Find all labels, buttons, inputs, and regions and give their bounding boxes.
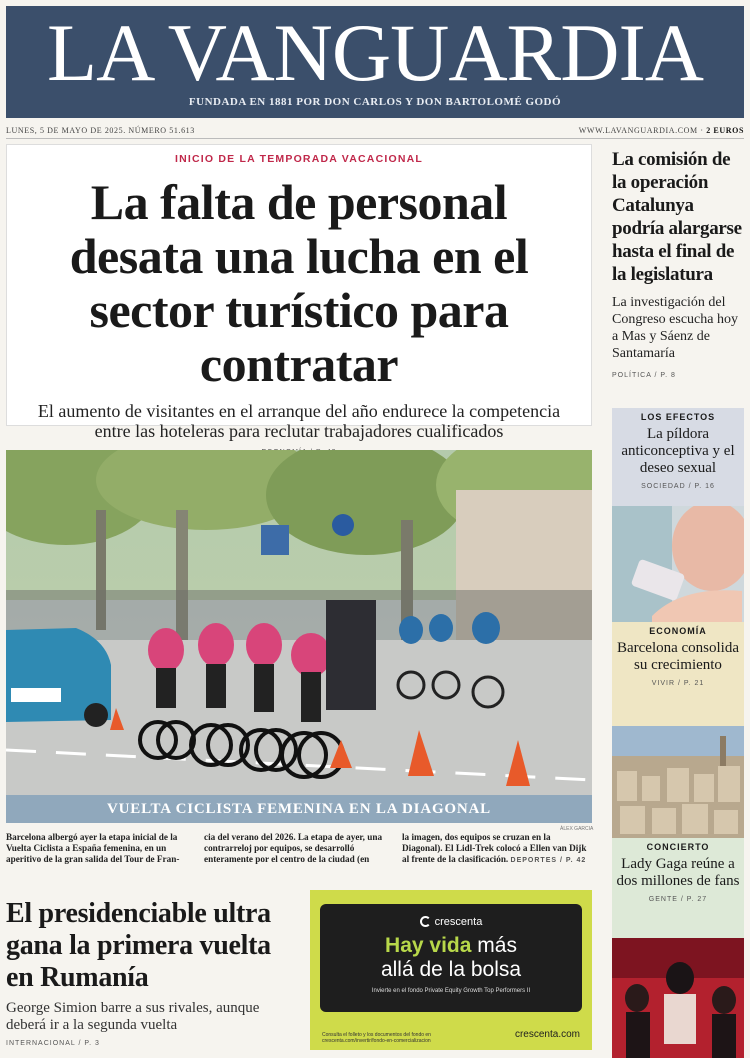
caption-col-3-text: la imagen, dos equipos se cruzan en la Diagonal). El Lidl-Trek colocó a Ellen van Dijk al frente de la clasificación. <box>402 832 587 864</box>
photo-credit: ÀLEX GARCIA <box>560 826 594 832</box>
rail-label: CONCIERTO <box>646 842 710 852</box>
rail-title[interactable]: La píldora anticonceptiva y el deseo sexual <box>621 426 735 476</box>
price: 2 EUROS <box>706 126 744 135</box>
rail-title[interactable]: Lady Gaga reúne a dos millones de fans <box>616 856 740 889</box>
ad-brand-name: crescenta <box>434 916 483 928</box>
lead-story[interactable] <box>6 144 592 441</box>
photo-caption-title: VUELTA CICLISTA FEMENINA EN LA DIAGONAL <box>6 795 592 823</box>
crescenta-logo-icon <box>420 916 431 927</box>
lady-gaga-photo <box>612 938 744 1058</box>
story2-body: George Simion barre a sus rivales, aunque deberá ir a la segunda vuelta <box>6 1000 260 1033</box>
lead-subhead: El aumento de visitantes en el arranque del año endurece la competencia entre las hoteleras para reclutar trabajadores cualificados <box>37 401 561 441</box>
rail-item-concierto[interactable] <box>612 838 744 938</box>
cycling-photo[interactable] <box>6 450 592 795</box>
lead-headline[interactable]: La falta de personal desata una lucha en el sector turístico para contratar <box>69 174 529 392</box>
story2-headline[interactable]: El presidenciable ultra gana la primera vuelta en Rumanía <box>6 898 271 993</box>
photo-caption <box>6 832 592 872</box>
ad-brand <box>320 916 582 928</box>
ad-small-text: Invierte en el fondo Private Equity Growth Top Performers II <box>371 988 531 994</box>
issue-date: LUNES, 5 DE MAYO DE 2025. NÚMERO 51.613 <box>6 126 195 135</box>
ad-headline-accent: Hay vida <box>385 934 472 957</box>
dateline <box>6 123 744 139</box>
caption-col-1: Barcelona albergó ayer la etapa inicial de la Vuelta Ciclista a España femenina, en un aperitivo de la gran salida del Tour de Fran- <box>6 832 180 864</box>
rail-section: SOCIEDAD / P. 16 <box>641 483 715 490</box>
website-price <box>579 126 744 135</box>
rail-label: LOS EFECTOS <box>640 412 716 422</box>
concert-photo-illustration <box>612 938 744 1058</box>
side-section: POLÍTICA / P. 8 <box>612 372 676 379</box>
masthead <box>6 6 744 118</box>
story2-section: INTERNACIONAL / P. 3 <box>6 1040 100 1047</box>
rail-item-efectos[interactable] <box>612 408 744 506</box>
rail-section: GENTE / P. 27 <box>648 896 708 903</box>
lead-kicker: INICIO DE LA TEMPORADA VACACIONAL <box>174 153 424 165</box>
ad-headline-rest2: allá de la bolsa <box>380 958 522 981</box>
caption-col-2: cia del verano del 2026. La etapa de ayer, una contrarreloj por equipos, se desarrolló enteramente por el centro de la ciudad (en <box>204 832 383 864</box>
story-rumania[interactable] <box>6 898 296 1058</box>
ad-headline-rest1: más <box>471 934 517 957</box>
ad-headline <box>320 934 582 982</box>
caption-col-3 <box>402 832 592 866</box>
caption-section: DEPORTES / P. 42 <box>510 857 587 864</box>
newspaper-logo[interactable]: LA VANGUARDIA <box>47 7 703 98</box>
side-headline[interactable]: La comisión de la operación Catalunya podría alargarse hasta el final de la legislatura <box>612 149 742 285</box>
city-photo-illustration <box>612 726 744 838</box>
founded-line: FUNDADA EN 1881 POR DON CARLOS Y DON BARTOLOMÉ GODÓ <box>188 96 562 108</box>
ad-panel <box>320 904 582 1012</box>
rail-section: VIVIR / P. 21 <box>651 680 705 687</box>
rail-item-economia[interactable] <box>612 622 744 726</box>
rail-title[interactable]: Barcelona consolida su crecimiento <box>616 640 740 673</box>
crescenta-advertisement[interactable] <box>310 890 592 1050</box>
ad-footnote: Consulta el folleto y los documentos del fondo en crescenta.com/invertir/fondo-en-comercializacion <box>322 1032 431 1044</box>
website-link[interactable]: WWW.LAVANGUARDIA.COM · <box>578 126 704 135</box>
side-body: La investigación del Congreso escucha hoy a Mas y Sáenz de Santamaría <box>612 295 738 361</box>
rail-label: ECONOMÍA <box>649 626 707 636</box>
cycling-photo-illustration <box>6 450 592 795</box>
barcelona-photo <box>612 726 744 838</box>
pill-photo-illustration <box>612 506 744 622</box>
ad-url[interactable]: crescenta.com <box>514 1029 580 1040</box>
pill-photo <box>612 506 744 622</box>
side-story-politica[interactable] <box>612 148 744 388</box>
